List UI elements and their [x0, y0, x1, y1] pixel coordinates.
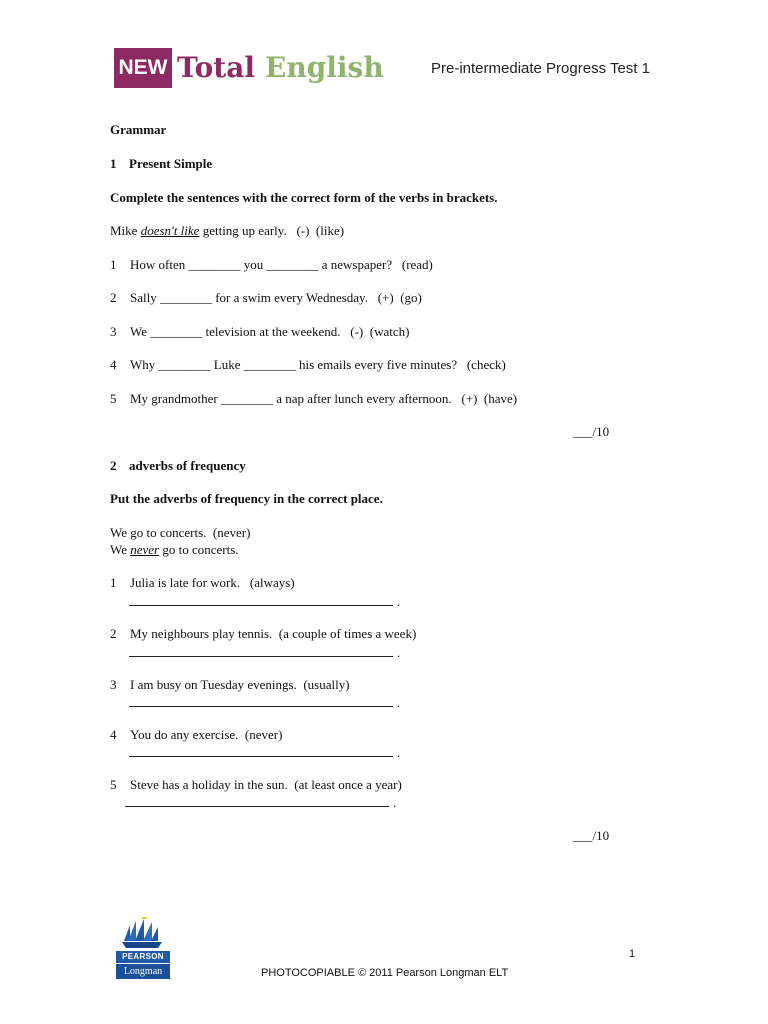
- part1-item-text: We ________ television at the weekend. (-) (watch): [130, 324, 410, 339]
- logo-english-text: English: [265, 51, 384, 84]
- example-text-after: getting up early. (-) (like): [199, 223, 345, 238]
- part2-item-text: Julia is late for work. (always): [130, 575, 295, 590]
- part2-item-num: 2: [110, 626, 117, 641]
- logo-new-badge: [114, 48, 172, 88]
- example2-answer: never: [130, 542, 160, 557]
- answer-line[interactable]: [129, 706, 393, 707]
- part2-item-text: I am busy on Tuesday evenings. (usually): [130, 677, 350, 692]
- longman-label: Longman: [116, 964, 170, 979]
- part1-item-text: Why ________ Luke ________ his emails every five minutes? (check): [130, 357, 506, 372]
- part2-number: 2: [110, 458, 117, 473]
- part1-item-text: My grandmother ________ a nap after lunch every afternoon. (+) (have): [130, 391, 518, 406]
- part1-number: 1: [110, 156, 117, 171]
- part1-item-num: 1: [110, 257, 117, 272]
- part1-item-num: 3: [110, 324, 117, 339]
- page-number: 1: [629, 948, 636, 960]
- example-text-before: Mike: [110, 223, 141, 238]
- pearson-label: PEARSON: [116, 951, 170, 963]
- copyright-notice: PHOTOCOPIABLE © 2011 Pearson Longman ELT: [261, 967, 509, 979]
- pearson-longman-logo: [116, 917, 170, 979]
- part1-item-num: 5: [110, 391, 117, 406]
- part2-item-text: You do any exercise. (never): [130, 727, 283, 742]
- answer-line-period: .: [397, 695, 401, 710]
- part2-example-line1: We go to concerts. (never): [110, 525, 251, 540]
- part1-example: [110, 223, 344, 239]
- example2-text-after: go to concerts.: [159, 542, 239, 557]
- part1-item-num: 2: [110, 290, 117, 305]
- example2-text-before: We: [110, 542, 131, 557]
- part2-item-num: 1: [110, 575, 117, 590]
- logo-total-text: Total: [177, 51, 256, 84]
- ship-icon: [116, 917, 170, 951]
- part1-item-num: 4: [110, 357, 117, 372]
- answer-line-period: .: [393, 795, 397, 810]
- answer-line[interactable]: [129, 605, 393, 606]
- part1-title: Present Simple: [129, 156, 213, 171]
- part2-item-text: Steve has a holiday in the sun. (at least once a year): [130, 777, 402, 792]
- part2-title: adverbs of frequency: [129, 458, 246, 473]
- answer-line[interactable]: [125, 806, 389, 807]
- section-heading: Grammar: [110, 122, 167, 137]
- part1-item-text: Sally ________ for a swim every Wednesday. (+) (go): [130, 290, 422, 305]
- part1-score: ___/10: [573, 424, 610, 439]
- part1-item-text: How often ________ you ________ a newspaper? (read): [130, 257, 433, 272]
- part1-instruction: Complete the sentences with the correct form of the verbs in brackets.: [110, 190, 498, 205]
- answer-line-period: .: [397, 745, 401, 760]
- part2-score: ___/10: [573, 828, 610, 843]
- test-title: Pre-intermediate Progress Test 1: [431, 60, 650, 77]
- logo-new-text: NEW: [118, 56, 168, 79]
- part2-item-num: 4: [110, 727, 117, 742]
- part2-item-num: 3: [110, 677, 117, 692]
- part2-item-num: 5: [110, 777, 117, 792]
- part2-item-text: My neighbours play tennis. (a couple of times a week): [130, 626, 417, 641]
- example-answer: doesn't like: [140, 223, 200, 238]
- answer-line-period: .: [397, 594, 401, 609]
- part2-instruction: Put the adverbs of frequency in the correct place.: [110, 491, 383, 506]
- answer-line-period: .: [397, 645, 401, 660]
- part2-example-line2: [110, 542, 239, 558]
- answer-line[interactable]: [129, 756, 393, 757]
- answer-line[interactable]: [129, 656, 393, 657]
